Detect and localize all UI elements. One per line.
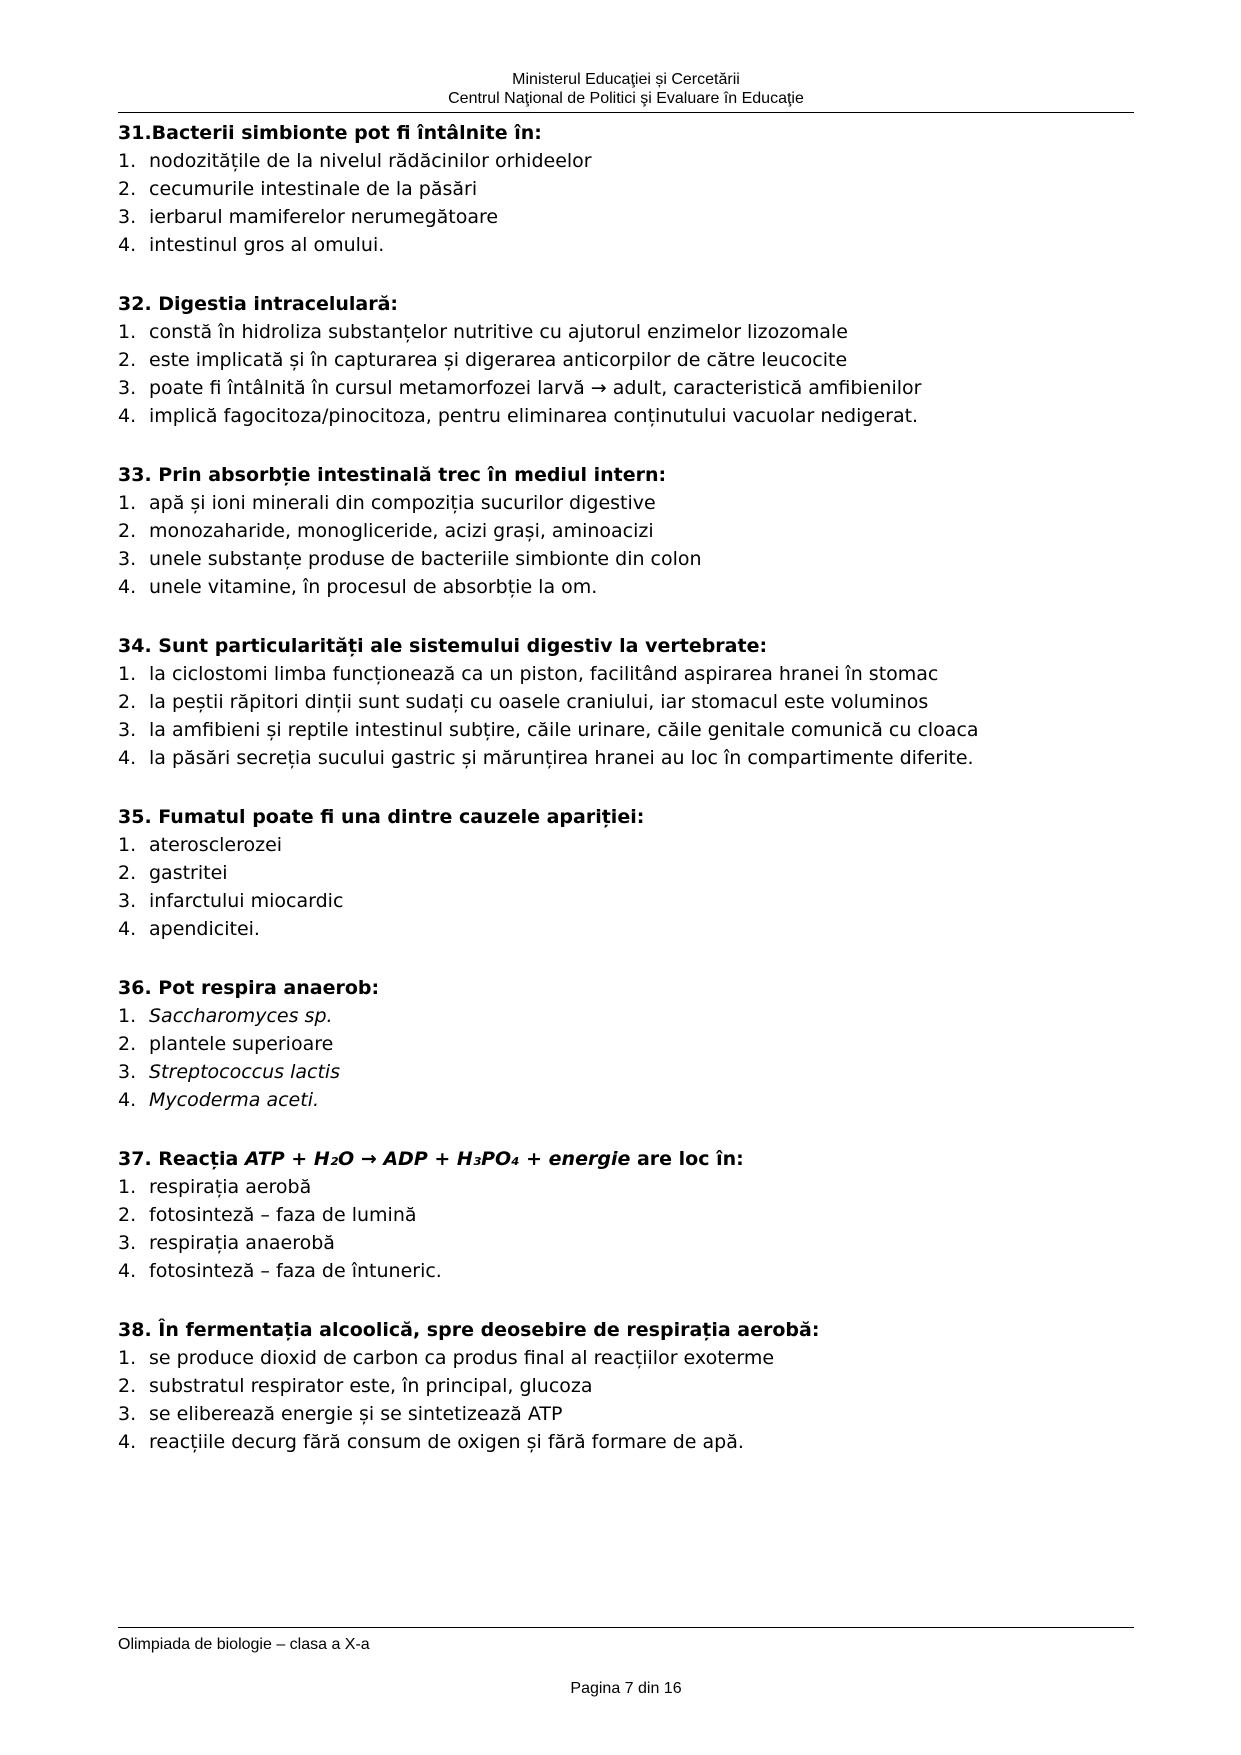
- question-31: [118, 119, 1134, 259]
- answer-option: [118, 346, 1134, 374]
- option-text: nodozitățile de la nivelul rădăcinilor orhideelor: [149, 150, 592, 172]
- page-number: Pagina 7 din 16: [570, 1680, 682, 1697]
- questions-list: [118, 119, 1134, 1487]
- answer-option: [118, 517, 1134, 545]
- option-number: 4.: [118, 747, 137, 769]
- answer-option: [118, 1201, 1134, 1229]
- option-text: apă și ioni minerali din compoziția sucurilor digestive: [149, 492, 656, 514]
- option-text: substratul respirator este, în principal, glucoza: [149, 1375, 593, 1397]
- answer-option: [118, 318, 1134, 346]
- option-number: 4.: [118, 405, 137, 427]
- option-number: 4.: [118, 1089, 137, 1111]
- page-header: [118, 70, 1134, 108]
- question-title: [118, 1145, 1134, 1173]
- option-number: 2.: [118, 691, 137, 713]
- question-title-prefix: 37. Reacția: [118, 1148, 245, 1170]
- question-35: [118, 803, 1134, 943]
- option-number: 4.: [118, 918, 137, 940]
- answer-option: [118, 203, 1134, 231]
- question-36: [118, 974, 1134, 1114]
- option-text: la peștii răpitori dinții sunt sudați cu oasele craniului, iar stomacul este voluminos: [149, 691, 929, 713]
- answer-option: [118, 859, 1134, 887]
- option-text: aterosclerozei: [149, 834, 283, 856]
- option-number: 4.: [118, 1260, 137, 1282]
- answer-option: [118, 1058, 1134, 1086]
- question-title: 36. Pot respira anaerob:: [118, 977, 380, 999]
- answer-option: [118, 744, 1134, 772]
- option-text: respirația anaerobă: [149, 1232, 335, 1254]
- option-text: fotosinteză – faza de lumină: [149, 1204, 417, 1226]
- answer-option: [118, 887, 1134, 915]
- header-ministry: Ministerul Educaţiei și Cercetării: [512, 71, 740, 88]
- option-number: 1.: [118, 492, 137, 514]
- option-text: la păsări secreția sucului gastric și mărunțirea hranei au loc în compartimente diferite.: [149, 747, 974, 769]
- question-title: 38. În fermentația alcoolică, spre deosebire de respirația aerobă:: [118, 1319, 820, 1341]
- option-text: infarctului miocardic: [149, 890, 344, 912]
- answer-option: [118, 1344, 1134, 1372]
- option-number: 1.: [118, 321, 137, 343]
- question-title: 34. Sunt particularități ale sistemului digestiv la vertebrate:: [118, 635, 768, 657]
- answer-option: [118, 489, 1134, 517]
- answer-option: [118, 1030, 1134, 1058]
- option-number: 2.: [118, 862, 137, 884]
- answer-option: [118, 1257, 1134, 1285]
- option-number: 3.: [118, 1403, 137, 1425]
- option-number: 3.: [118, 548, 137, 570]
- question-33: [118, 461, 1134, 601]
- answer-option: [118, 660, 1134, 688]
- option-number: 2.: [118, 178, 137, 200]
- answer-option: [118, 175, 1134, 203]
- option-number: 3.: [118, 719, 137, 741]
- reaction-formula: ATP + H₂O → ADP + H₃PO₄ + energie: [244, 1148, 631, 1170]
- answer-option: [118, 374, 1134, 402]
- option-text: cecumurile intestinale de la păsări: [149, 178, 478, 200]
- option-number: 4.: [118, 576, 137, 598]
- option-text: reacțiile decurg fără consum de oxigen și fără formare de apă.: [149, 1431, 744, 1453]
- answer-option: [118, 915, 1134, 943]
- answer-option: [118, 1372, 1134, 1400]
- answer-option: [118, 545, 1134, 573]
- option-number: 1.: [118, 834, 137, 856]
- option-text: este implicată și în capturarea și digerarea anticorpilor de către leucocite: [149, 349, 848, 371]
- option-text: se eliberează energie și se sintetizează ATP: [149, 1403, 563, 1425]
- option-text: Mycoderma aceti.: [149, 1089, 320, 1111]
- option-text: fotosinteză – faza de întuneric.: [149, 1260, 442, 1282]
- option-number: 2.: [118, 1375, 137, 1397]
- option-number: 2.: [118, 349, 137, 371]
- option-text: se produce dioxid de carbon ca produs final al reacțiilor exoterme: [149, 1347, 775, 1369]
- question-38: [118, 1316, 1134, 1456]
- option-number: 3.: [118, 377, 137, 399]
- option-text: respirația aerobă: [149, 1176, 312, 1198]
- option-text: monozaharide, monogliceride, acizi grași, aminoacizi: [149, 520, 654, 542]
- option-number: 3.: [118, 1061, 137, 1083]
- option-text: plantele superioare: [149, 1033, 334, 1055]
- question-title: 33. Prin absorbție intestinală trec în mediul intern:: [118, 464, 667, 486]
- option-number: 3.: [118, 1232, 137, 1254]
- answer-option: [118, 1002, 1134, 1030]
- option-text: implică fagocitoza/pinocitoza, pentru eliminarea conținutului vacuolar nedigerat.: [149, 405, 919, 427]
- option-text: gastritei: [149, 862, 228, 884]
- answer-option: [118, 573, 1134, 601]
- option-number: 1.: [118, 1347, 137, 1369]
- option-number: 2.: [118, 1033, 137, 1055]
- option-number: 4.: [118, 234, 137, 256]
- question-37: [118, 1145, 1134, 1285]
- option-number: 1.: [118, 1005, 137, 1027]
- question-34: [118, 632, 1134, 772]
- option-text: Streptococcus lactis: [149, 1061, 341, 1083]
- answer-option: [118, 231, 1134, 259]
- question-title: 35. Fumatul poate fi una dintre cauzele apariției:: [118, 806, 645, 828]
- option-text: unele vitamine, în procesul de absorbție la om.: [149, 576, 598, 598]
- footer-divider: [118, 1627, 1134, 1628]
- answer-option: [118, 402, 1134, 430]
- answer-option: [118, 147, 1134, 175]
- answer-option: [118, 1229, 1134, 1257]
- option-text: unele substanțe produse de bacteriile simbionte din colon: [149, 548, 702, 570]
- option-number: 2.: [118, 1204, 137, 1226]
- option-text: la amfibieni și reptile intestinul subțire, căile urinare, căile genitale comunică cu cloaca: [149, 719, 979, 741]
- option-number: 1.: [118, 663, 137, 685]
- option-number: 3.: [118, 206, 137, 228]
- option-text: poate fi întâlnită în cursul metamorfozei larvă → adult, caracteristică amfibienilor: [149, 377, 922, 399]
- option-text: Saccharomyces sp.: [149, 1005, 333, 1027]
- option-number: 1.: [118, 150, 137, 172]
- answer-option: [118, 716, 1134, 744]
- question-title: 32. Digestia intracelulară:: [118, 293, 399, 315]
- option-text: ierbarul mamiferelor nerumegătoare: [149, 206, 499, 228]
- answer-option: [118, 831, 1134, 859]
- footer-olympiad-label: Olimpiada de biologie – clasa a X-a: [118, 1636, 370, 1653]
- option-number: 4.: [118, 1431, 137, 1453]
- option-number: 2.: [118, 520, 137, 542]
- option-number: 1.: [118, 1176, 137, 1198]
- option-text: intestinul gros al omului.: [149, 234, 385, 256]
- answer-option: [118, 1400, 1134, 1428]
- header-center: Centrul Naţional de Politici şi Evaluare în Educaţie: [448, 90, 804, 107]
- answer-option: [118, 1086, 1134, 1114]
- question-title: 31.Bacterii simbionte pot fi întâlnite în:: [118, 122, 542, 144]
- question-title-suffix: are loc în:: [630, 1148, 744, 1170]
- question-32: [118, 290, 1134, 430]
- answer-option: [118, 1428, 1134, 1456]
- option-text: constă în hidroliza substanțelor nutritive cu ajutorul enzimelor lizozomale: [149, 321, 848, 343]
- option-text: apendicitei.: [149, 918, 260, 940]
- answer-option: [118, 688, 1134, 716]
- option-text: la ciclostomi limba funcționează ca un piston, facilitând aspirarea hranei în stomac: [149, 663, 939, 685]
- answer-option: [118, 1173, 1134, 1201]
- option-number: 3.: [118, 890, 137, 912]
- header-divider: [118, 112, 1134, 113]
